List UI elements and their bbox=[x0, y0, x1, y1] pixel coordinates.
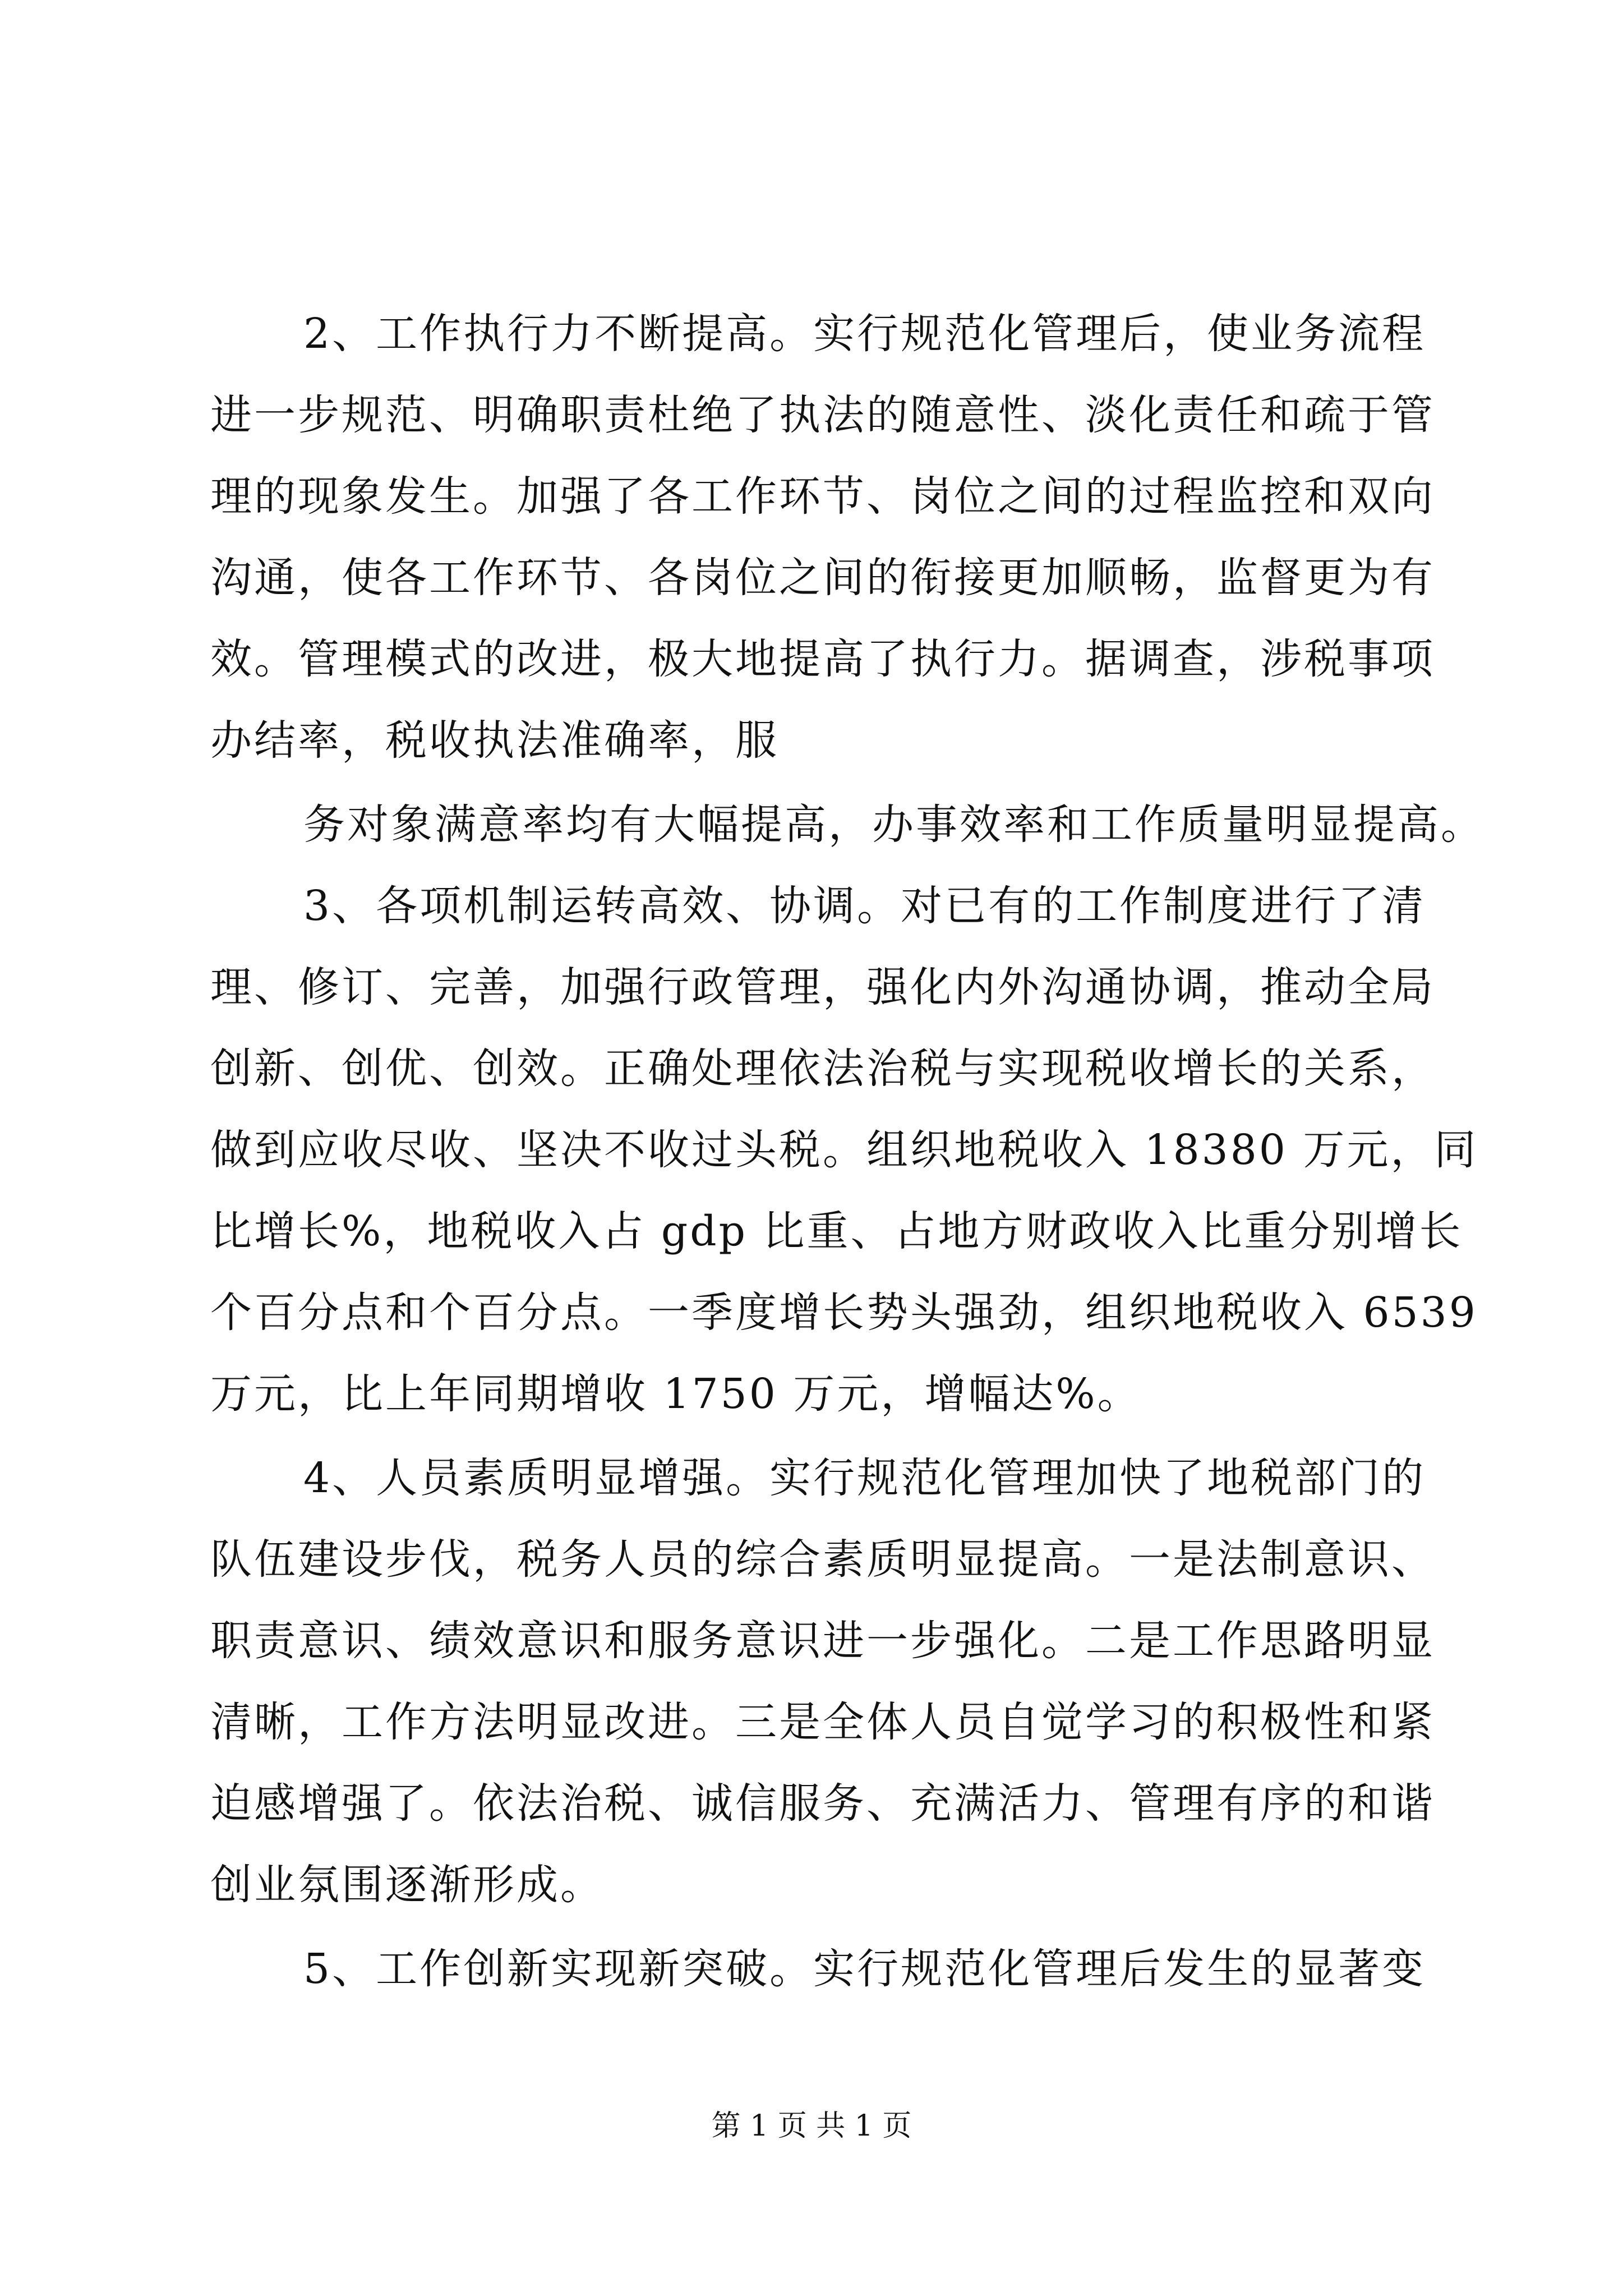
paragraph-line: 创业氛围逐渐形成。 bbox=[210, 1861, 604, 1909]
paragraph-line: 理的现象发生。加强了各工作环节、岗位之间的过程监控和双向 bbox=[210, 472, 1435, 521]
paragraph-line: 3、各项机制运转高效、协调。对已有的工作制度进行了清 bbox=[303, 882, 1426, 930]
paragraph-line: 个百分点和个百分点。一季度增长势头强劲，组织地税收入 6539 bbox=[210, 1289, 1478, 1337]
paragraph-line: 4、人员素质明显增强。实行规范化管理加快了地税部门的 bbox=[303, 1454, 1426, 1502]
paragraph-line: 职责意识、绩效意识和服务意识进一步强化。二是工作思路明显 bbox=[210, 1617, 1435, 1665]
paragraph-line: 沟通，使各工作环节、各岗位之间的衔接更加顺畅，监督更为有 bbox=[210, 554, 1435, 602]
paragraph-line: 队伍建设步伐，税务人员的综合素质明显提高。一是法制意识、 bbox=[210, 1535, 1435, 1584]
paragraph-line: 迫感增强了。依法治税、诚信服务、充满活力、管理有序的和谐 bbox=[210, 1779, 1435, 1828]
paragraph-line: 清晰，工作方法明显改进。三是全体人员自觉学习的积极性和紧 bbox=[210, 1698, 1435, 1746]
paragraph-line: 比增长%，地税收入占 gdp 比重、占地方财政收入比重分别增长 bbox=[210, 1207, 1463, 1255]
paragraph-line: 办结率，税收执法准确率，服 bbox=[210, 716, 779, 765]
paragraph-line: 效。管理模式的改进，极大地提高了执行力。据调查，涉税事项 bbox=[210, 635, 1435, 683]
paragraph-line: 2、工作执行力不断提高。实行规范化管理后，使业务流程 bbox=[303, 310, 1426, 358]
page-footer: 第 1 页 共 1 页 bbox=[711, 2109, 912, 2143]
paragraph-line: 5、工作创新实现新突破。实行规范化管理后发生的显著变 bbox=[303, 1945, 1426, 1993]
paragraph-line: 做到应收尽收、坚决不收过头税。组织地税收入 18380 万元，同 bbox=[210, 1126, 1478, 1174]
paragraph-line: 理、修订、完善，加强行政管理，强化内外沟通协调，推动全局 bbox=[210, 963, 1435, 1011]
paragraph-line: 务对象满意率均有大幅提高，办事效率和工作质量明显提高。 bbox=[303, 800, 1484, 849]
paragraph-line: 万元，比上年同期增收 1750 万元，增幅达%。 bbox=[210, 1370, 1141, 1418]
paragraph-line: 创新、创优、创效。正确处理依法治税与实现税收增长的关系， bbox=[210, 1045, 1435, 1093]
paragraph-line: 进一步规范、明确职责杜绝了执法的随意性、淡化责任和疏于管 bbox=[210, 391, 1435, 439]
